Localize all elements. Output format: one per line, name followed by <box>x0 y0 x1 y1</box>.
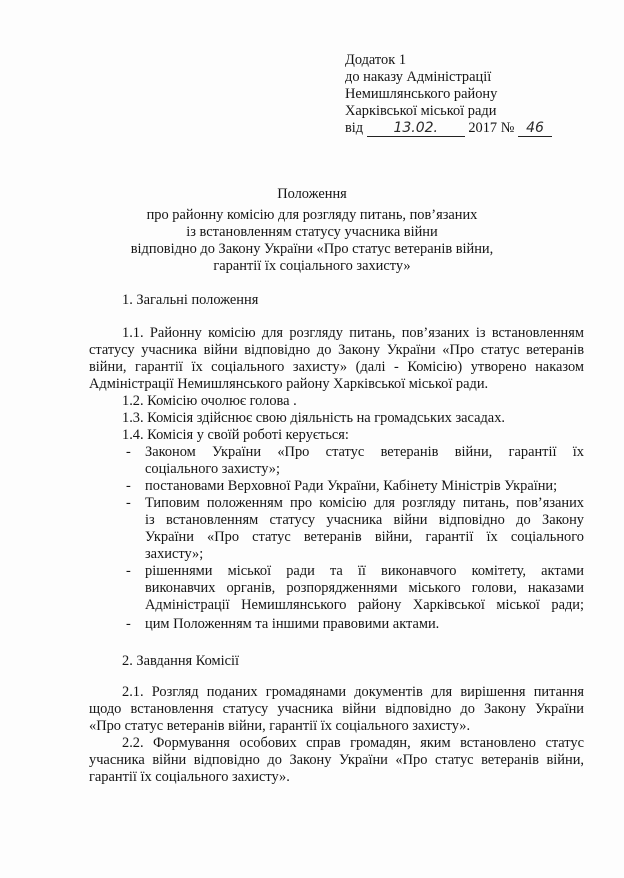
list-item-line: Адміністрації Немишлянського району Харківської міської ради; <box>145 597 584 613</box>
date-prefix: від <box>345 120 364 136</box>
addendum-line: Додаток 1 <box>345 52 407 68</box>
paragraph-line: Адміністрації Немишлянського району Харківської міської ради. <box>89 376 489 392</box>
list-item-line: постановами Верховної Ради України, Кабінету Міністрів України; <box>145 478 558 494</box>
paragraph-line: 1.1. Районну комісію для розгляду питань, пов’язаних із встановленням <box>122 325 584 341</box>
addendum-line: до наказу Адміністрації <box>345 69 492 85</box>
paragraph-line: гарантії їх соціального захисту». <box>89 769 290 785</box>
paragraph-line: війни, гарантії їх соціального захисту» (далі - Комісію) утворено наказом <box>89 359 584 375</box>
paragraph-line: «Про статус ветеранів війни, гарантії їх соціального захисту». <box>89 718 471 734</box>
list-item <box>126 478 584 495</box>
list-dash: - <box>126 616 131 632</box>
document-subtitle-line: відповідно до Закону України «Про статус ветеранів війни, <box>130 241 494 257</box>
addendum-line: Немишлянського району <box>345 86 498 102</box>
list-item-line: виконавчих органів, розпорядженнями міського голови, наказами <box>145 580 584 596</box>
addendum-date-line <box>345 120 595 137</box>
paragraph-line: учасника війни відповідно до Закону України «Про статус ветеранів війни, <box>89 752 584 768</box>
list-item <box>126 444 584 478</box>
paragraph-2-1 <box>89 684 584 735</box>
section-2-heading: 2. Завдання Комісії <box>122 653 240 669</box>
list-item <box>126 563 584 614</box>
addendum-line: Харківської міської ради <box>345 103 497 119</box>
year-number-label: 2017 № <box>468 120 515 136</box>
section-1-heading: 1. Загальні положення <box>122 292 259 308</box>
document-subtitle-line: із встановленням статусу учасника війни <box>186 224 438 240</box>
list-item-line: із встановленням статусу учасника війни відповідно до Закону <box>145 512 584 528</box>
list-item-line: рішеннями міської ради та її виконавчого комітету, актами <box>145 563 584 579</box>
item-1-2: 1.2. Комісію очолює голова . <box>122 393 297 409</box>
list-item-line: України «Про статус ветеранів війни, гарантії їх соціального <box>145 529 584 545</box>
list-dash: - <box>126 563 131 579</box>
item-1-3: 1.3. Комісія здійснює свою діяльність на громадських засадах. <box>122 410 505 426</box>
list-dash: - <box>126 444 131 460</box>
document-title-block <box>0 186 624 275</box>
handwritten-order-number: 46 <box>518 121 552 137</box>
paragraph-1-1 <box>89 325 584 393</box>
paragraph-line: статусу учасника війни відповідно до Закону України «Про статус ветеранів <box>89 342 584 358</box>
addendum-block <box>345 52 595 137</box>
document-subtitle-line: гарантії їх соціального захисту» <box>213 258 411 274</box>
handwritten-date: 13.02. <box>367 121 465 137</box>
item-1-4: 1.4. Комісія у своїй роботі керується: <box>122 427 349 443</box>
paragraph-2-2 <box>89 735 584 786</box>
paragraph-line: 2.2. Формування особових справ громадян, яким встановлено статус <box>122 735 584 751</box>
list-dash: - <box>126 495 131 511</box>
list-item <box>126 495 584 563</box>
document-title: Положення <box>277 186 347 202</box>
paragraph-line: щодо встановлення статусу учасника війни відповідно до Закону України <box>89 701 584 717</box>
list-item-line: захисту»; <box>145 546 204 562</box>
paragraph-line: 2.1. Розгляд поданих громадянами документів для вирішення питання <box>122 684 584 700</box>
list-item-line: Законом України «Про статус ветеранів війни, гарантії їх <box>145 444 584 460</box>
list-dash: - <box>126 478 131 494</box>
document-subtitle-line: про районну комісію для розгляду питань, пов’язаних <box>146 207 478 223</box>
list-item-line: Типовим положенням про комісію для розгляду питань, пов’язаних <box>145 495 584 511</box>
list-item <box>126 616 584 633</box>
list-item-line: цим Положенням та іншими правовими актами. <box>145 616 440 632</box>
list-item-line: соціального захисту»; <box>145 461 280 477</box>
